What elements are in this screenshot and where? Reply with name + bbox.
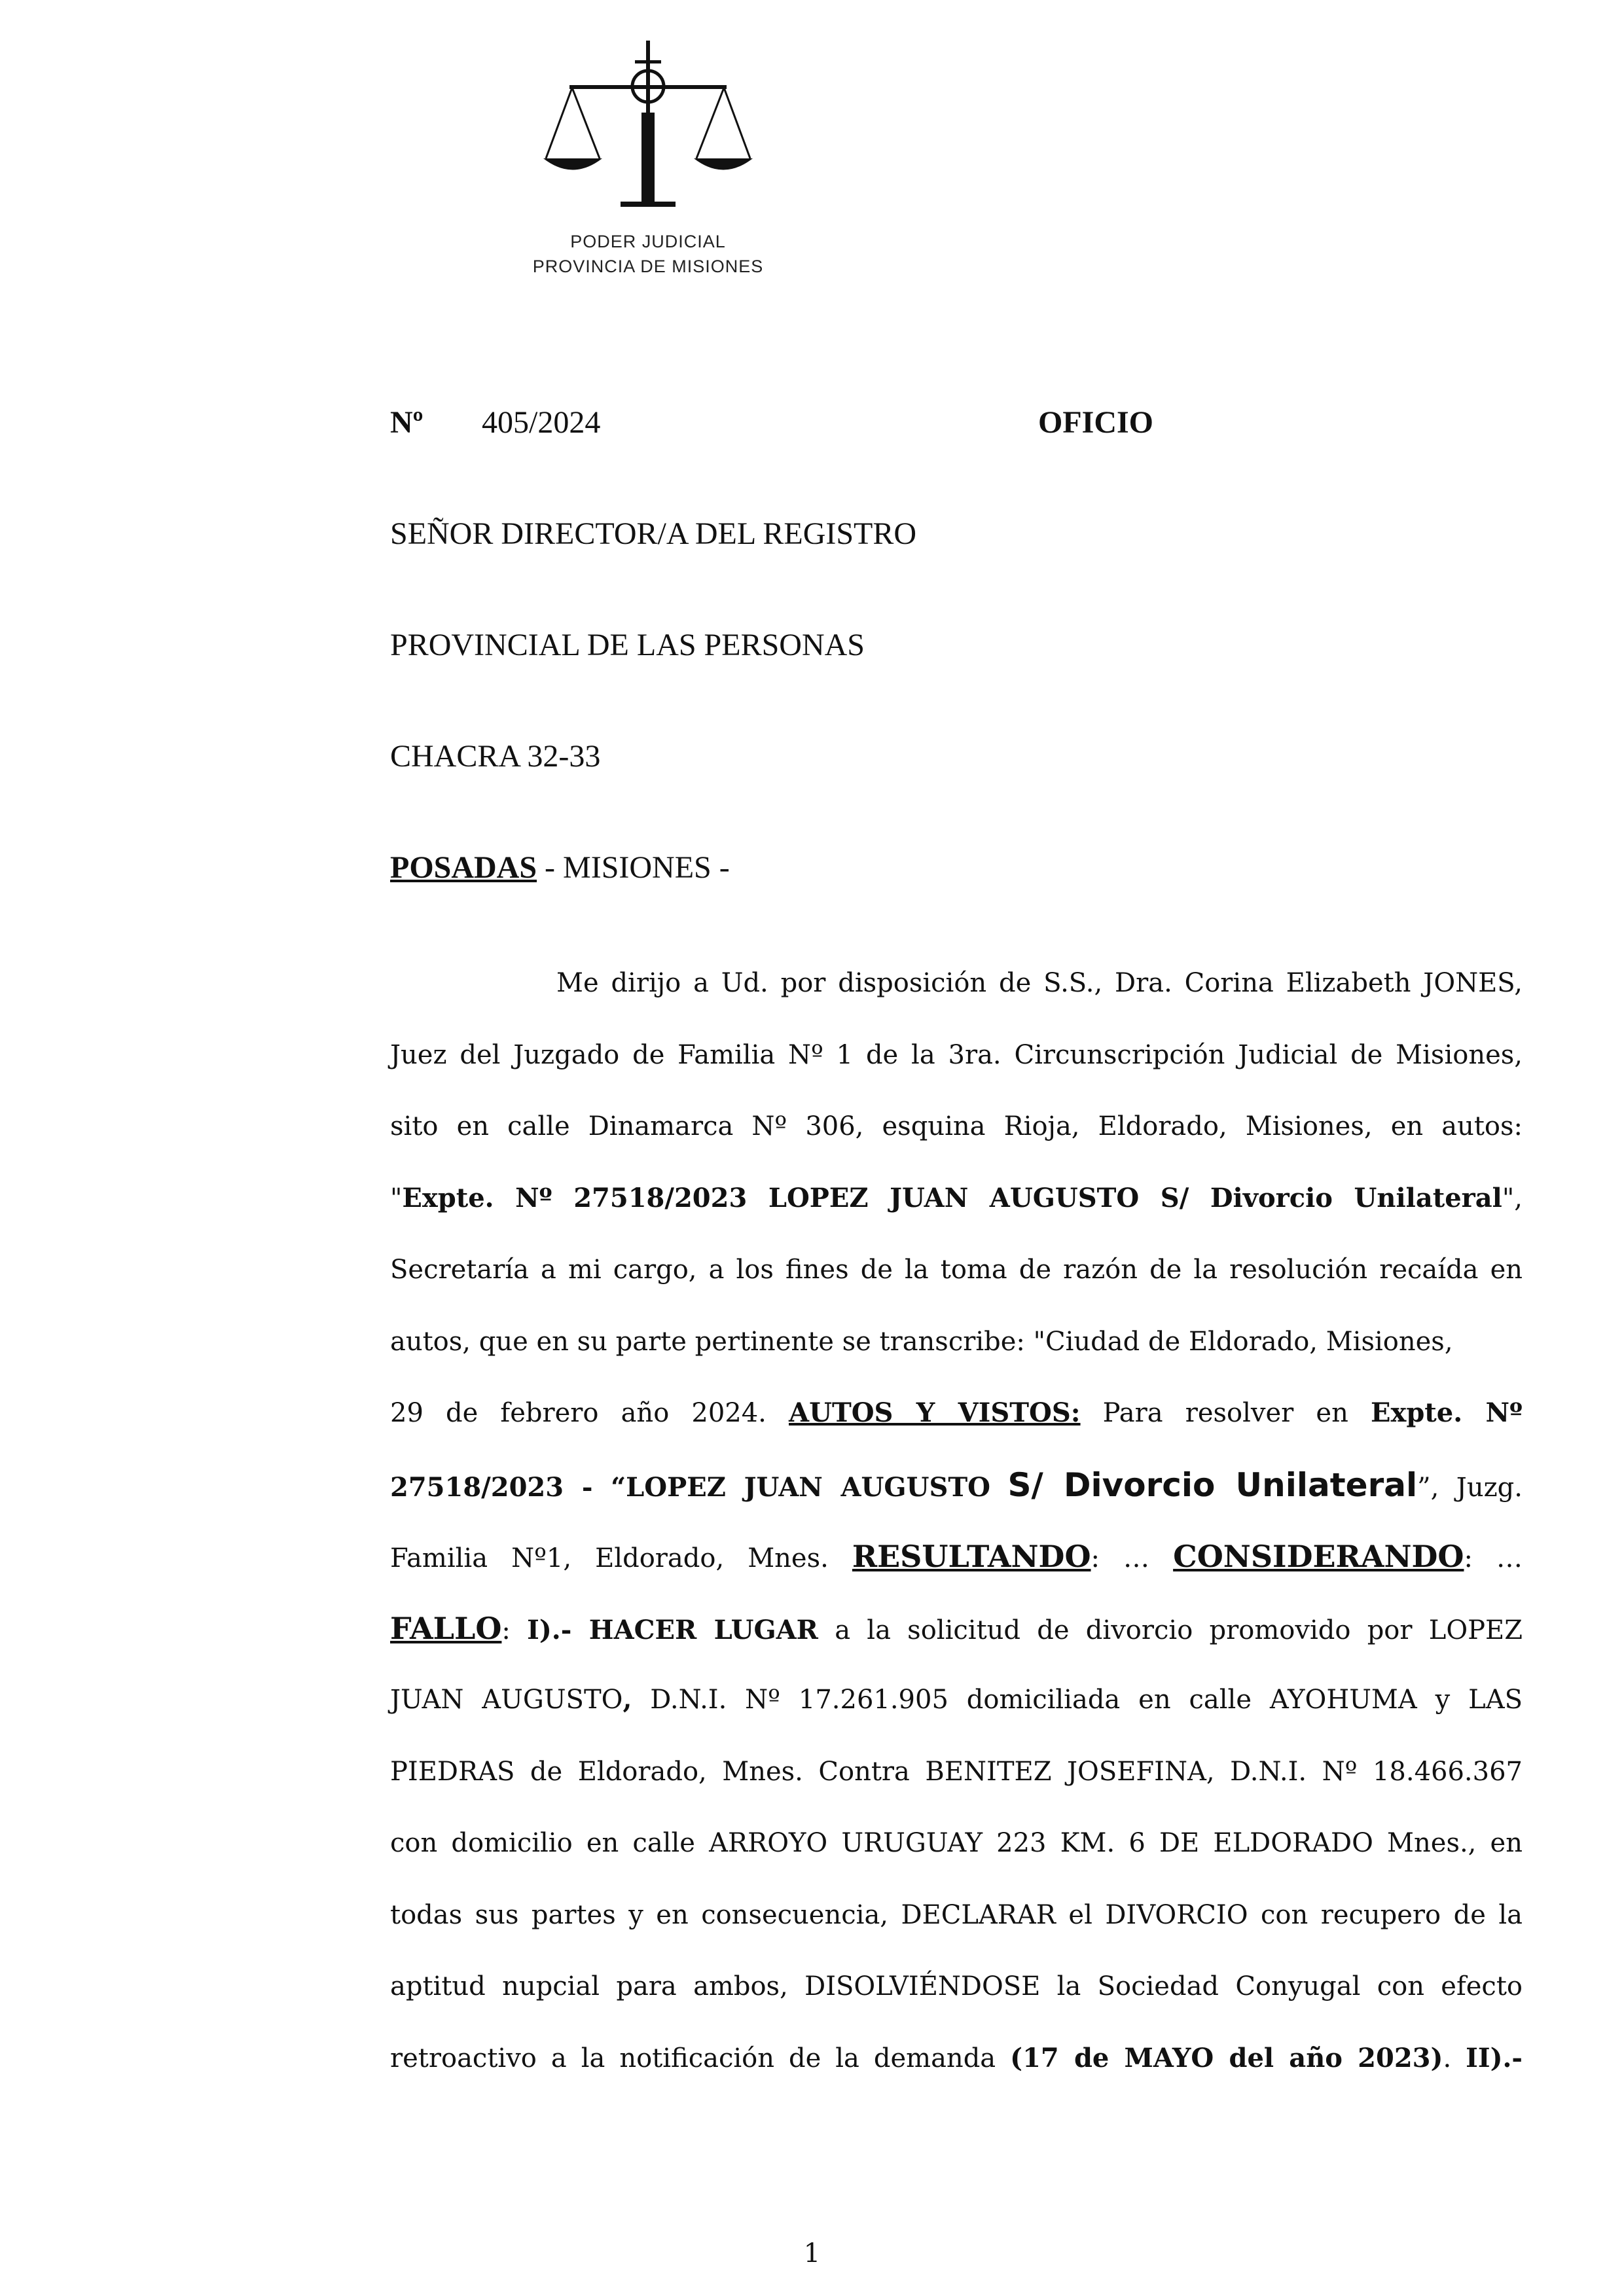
body-line-9 <box>390 1530 1523 1602</box>
logo-line-1: PODER JUDICIAL <box>570 232 726 251</box>
retroactive-text: retroactivo a la notificación de la demanda <box>390 2043 996 2073</box>
document-body <box>390 957 1523 2104</box>
body-line-8 <box>390 1459 1523 1531</box>
ruling-point-1: I).- HACER LUGAR <box>527 1614 818 1645</box>
body-line-11 <box>390 1674 1523 1746</box>
colon: : <box>501 1615 511 1645</box>
body-line-7 <box>390 1387 1523 1459</box>
ellipsis-2: : … <box>1464 1543 1523 1573</box>
logo-line-2: PROVINCIA DE MISIONES <box>532 257 764 276</box>
document-number: 405/2024 <box>482 405 601 440</box>
quote-close: ", <box>1502 1183 1523 1213</box>
resolve-text: Para resolver en <box>1102 1398 1348 1428</box>
comma: , <box>623 1684 632 1715</box>
number-label: Nº <box>390 405 424 440</box>
body-line-15: aptitud nupcial para ambos, DISOLVIÉNDOSE la Sociedad Conyugal con efecto <box>390 1971 1523 2001</box>
page-number: 1 <box>803 2238 821 2269</box>
ruling-point-2: II).- <box>1466 2042 1523 2073</box>
addressee-line-1: SEÑOR DIRECTOR/A DEL REGISTRO <box>390 516 917 551</box>
body-line-5: Secretaría a mi cargo, a los fines de la toma de razón de la resolución recaída en <box>390 1255 1523 1285</box>
ellipsis-1: : … <box>1091 1543 1150 1573</box>
petitioner-details: D.N.I. Nº 17.261.905 domiciliada en calle AYOHUMA y LAS <box>650 1685 1523 1715</box>
autos-y-vistos-heading: AUTOS Y VISTOS: <box>789 1397 1081 1428</box>
body-line-3: sito en calle Dinamarca Nº 306, esquina Rioja, Eldorado, Misiones, en autos: <box>390 1111 1523 1141</box>
body-line-13: con domicilio en calle ARROYO URUGUAY 223 KM. 6 DE ELDORADO Mnes., en <box>390 1828 1523 1858</box>
quote-open: " <box>390 1183 403 1213</box>
body-line-2: Juez del Juzgado de Familia Nº 1 de la 3ra. Circunscripción Judicial de Misiones, <box>390 1039 1523 1070</box>
resultando-heading: RESULTANDO <box>852 1539 1091 1574</box>
considerando-heading: CONSIDERANDO <box>1173 1539 1464 1574</box>
document-type: OFICIO <box>1038 405 1154 440</box>
case-reference: Expte. Nº 27518/2023 LOPEZ JUAN AUGUSTO S/ Divorcio Unilateral <box>402 1182 1502 1213</box>
case-subject: S/ Divorcio Unilateral <box>1007 1465 1418 1504</box>
document-header <box>390 404 1300 450</box>
court-location: Familia Nº1, Eldorado, Mnes. <box>390 1543 829 1573</box>
body-line-14: todas sus partes y en consecuencia, DECLARAR el DIVORCIO con recupero de la <box>390 1899 1523 1930</box>
addressee-city: POSADAS <box>390 850 537 885</box>
fallo-heading: FALLO <box>390 1610 502 1646</box>
case-number-party: 27518/2023 - “LOPEZ JUAN AUGUSTO <box>390 1471 990 1503</box>
petitioner-name: JUAN AUGUSTO <box>390 1685 623 1715</box>
addressee-province: - MISIONES - <box>537 850 730 885</box>
body-line-16 <box>390 2032 1523 2104</box>
scales-of-justice-icon <box>543 41 753 224</box>
body-line-12: PIEDRAS de Eldorado, Mnes. Contra BENITEZ JOSEFINA, D.N.I. Nº 18.466.367 <box>390 1756 1523 1787</box>
body-line-4 <box>390 1172 1523 1244</box>
body-line-10 <box>390 1602 1523 1674</box>
ruling-text: a la solicitud de divorcio promovido por LOPEZ <box>835 1615 1523 1645</box>
body-line-1: Me dirijo a Ud. por disposición de S.S., Dra. Corina Elizabeth JONES, <box>556 968 1523 998</box>
addressee-city-line <box>390 850 730 886</box>
effective-date: (17 de MAYO del año 2023) <box>1010 2042 1443 2073</box>
period: . <box>1443 2043 1452 2073</box>
body-line-6: autos, que en su parte pertinente se transcribe: "Ciudad de Eldorado, Misiones, <box>390 1326 1453 1357</box>
institution-logo <box>517 41 779 289</box>
addressee-line-3: CHACRA 32-33 <box>390 739 601 774</box>
court-abbrev: ”, Juzg. <box>1417 1472 1523 1503</box>
addressee-line-2: PROVINCIAL DE LAS PERSONAS <box>390 628 865 662</box>
resolution-date: 29 de febrero año 2024. <box>390 1398 767 1428</box>
expte-label: Expte. Nº <box>1370 1397 1523 1428</box>
